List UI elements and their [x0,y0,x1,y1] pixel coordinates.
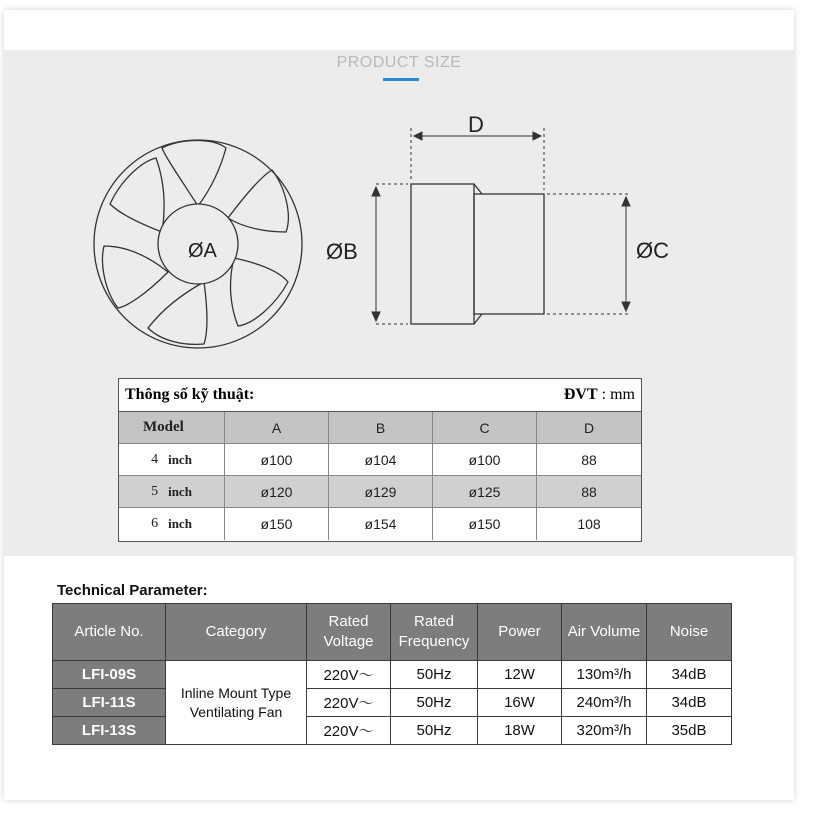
spec-table-unit [564,386,635,404]
header-air-volume: Air Volume [562,604,647,661]
spec-table-title: Thông số kỹ thuật: [125,386,255,403]
table-row [53,689,732,717]
technical-table [52,603,732,745]
model-unit: inch [168,451,192,467]
header-frequency: Rated Frequency [391,604,478,661]
cell-a: ø120 [225,476,329,507]
power-cell: 16W [478,689,562,717]
model-size: 6 [151,516,159,531]
frequency-cell: 50Hz [391,689,478,717]
label-c: ØC [636,238,669,263]
cell-b: ø104 [329,444,433,475]
label-d: D [468,112,484,137]
header-article: Article No. [53,604,166,661]
unit-value: : mm [601,386,635,403]
cell-d: 88 [581,483,597,500]
header-b: B [329,412,433,443]
header-c: C [433,412,537,443]
voltage-cell: 220V～ [307,717,391,745]
article-cell: LFI-09S [53,661,166,689]
noise-cell: 34dB [647,661,732,689]
section-title: PRODUCT SIZE [336,54,462,71]
frequency-cell: 50Hz [391,717,478,745]
spec-table-header [119,379,641,412]
article-cell: LFI-13S [53,717,166,745]
air-volume-cell: 320m³/h [562,717,647,745]
spec-row [119,508,641,540]
dimension-b [372,184,408,324]
technical-header-row [53,604,732,661]
cell-c: ø100 [433,444,537,475]
spec-table [118,378,642,542]
label-a: ØA [188,240,217,262]
table-row [53,661,732,689]
article-cell: LFI-11S [53,689,166,717]
fan-dimension-diagram [4,10,794,370]
voltage-cell: 220V～ [307,661,391,689]
model-unit: inch [168,483,192,499]
label-b: ØB [326,239,358,264]
spec-row [119,476,641,508]
noise-cell: 35dB [647,717,732,745]
cell-c: ø125 [433,476,537,507]
fan-body-small [474,194,544,314]
model-cell [119,508,225,540]
noise-cell: 34dB [647,689,732,717]
model-size: 5 [151,483,159,499]
unit-label: ĐVT [563,386,598,403]
dimension-c [547,194,630,314]
cell-b: ø129 [329,476,433,507]
air-volume-cell: 130m³/h [562,661,647,689]
spec-row [119,444,641,476]
table-row [53,717,732,745]
product-card [4,10,794,800]
voltage-cell: 220V～ [307,689,391,717]
model-cell [119,444,225,475]
cell-d: 108 [577,516,601,532]
header-power: Power [478,604,562,661]
dimension-d [411,128,544,190]
power-cell: 18W [478,717,562,745]
frequency-cell: 50Hz [391,661,478,689]
fan-side-view [411,184,544,324]
cell-c: ø150 [433,508,537,540]
air-volume-cell: 240m³/h [562,689,647,717]
header-d: D [583,419,595,436]
model-unit: inch [168,516,192,531]
header-model: Model [119,412,225,443]
cell-a: ø150 [225,508,329,540]
header-noise: Noise [647,604,732,661]
fan-body-large [411,184,474,324]
category-cell: Inline Mount Type Ventilating Fan [166,661,307,745]
model-cell [119,476,225,507]
header-a: A [225,412,329,443]
power-cell: 12W [478,661,562,689]
header-voltage: Rated Voltage [307,604,391,661]
cell-b: ø154 [329,508,433,540]
cell-d: 88 [581,451,597,468]
technical-title: Technical Parameter: [57,582,208,599]
model-size: 4 [151,451,159,467]
header-category: Category [166,604,307,661]
cell-a: ø100 [225,444,329,475]
spec-header-row [119,412,641,444]
